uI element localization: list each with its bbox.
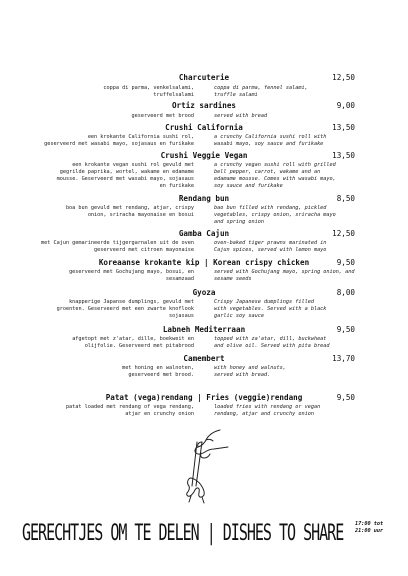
item-description-nl: coppa di parma, venkelsalami, truffelsalami [103, 85, 194, 98]
item-description-nl: geserveerd met brood [131, 113, 194, 119]
item-title: Gamba Cajun [178, 229, 230, 238]
item-description-en: served with bread [214, 113, 268, 119]
serving-hours: 17:00 tot 21:00 uur [355, 521, 384, 534]
item-title: Charcuterie [178, 73, 230, 82]
item-price: 9,50 [336, 258, 355, 267]
item-title: Labneh Mediterraan [162, 325, 246, 334]
item-price: 9,50 [336, 325, 355, 334]
item-description-en: bao bun filled with rendang, pickled vegetables, crispy onion, sriracha mayo and spring onion [214, 205, 336, 225]
item-description-en: oven-baked tiger prawns marinated in Cajun spices, served with lemon mayo [214, 240, 327, 253]
item-description-nl: een krokante vegan sushi rol gevuld met gegrilde paprika, wortel, wakame en edamame mousse. Geserveerd met wasabi mayo, sojasaus en furikake [56, 162, 194, 189]
item-price: 9,00 [336, 101, 355, 110]
item-price: 12,50 [332, 73, 355, 82]
item-description-en: a crunchy California sushi roll with wasabi mayo, soy sauce and furikake [214, 134, 327, 147]
item-description-nl: een krokante California sushi rol, geserveerd met wasabi mayo, sojasaus en furikake [44, 134, 194, 147]
item-title: Camembert [183, 354, 225, 363]
item-price: 9,50 [336, 393, 355, 402]
item-description-nl: knapperige Japanse dumplings, gevuld met groenten. Geserveerd met een zwarte knoflook sojasaus [56, 299, 194, 319]
item-description-nl: met Cajun gemarineerde tijgergarnalen uit de oven geserveerd met citroen mayonaise [40, 240, 194, 253]
item-description-nl: patat loaded met rendang of vega rendang, atjar en crunchy onion [65, 404, 194, 417]
item-price: 13,50 [332, 123, 355, 132]
menu-section-title: GERECHTJES OM TE DELEN | DISHES TO SHARE [22, 519, 344, 546]
item-title: Koreaanse krokante kip | Korean crispy chicken [98, 258, 310, 267]
item-price: 8,50 [336, 194, 355, 203]
item-description-nl: afgetopt met z'atar, dille, boekweit en olijfolie. Geserveerd met pitabrood [72, 336, 194, 349]
item-price: 8,00 [336, 288, 355, 297]
item-price: 12,50 [332, 229, 355, 238]
item-description-en: loaded fries with rendang or vegan rendang, atjar and crunchy onion [214, 404, 321, 417]
item-description-en: Crispy Japanese dumplings filled with vegetables. Served with a black garlic soy sauce [214, 299, 327, 319]
item-title: Crushi California [165, 123, 243, 132]
item-price: 13,70 [332, 354, 355, 363]
item-title: Patat (vega)rendang | Fries (veggie)rendang [105, 393, 303, 402]
item-price: 13,50 [332, 151, 355, 160]
chopsticks-hand-icon [168, 420, 238, 505]
item-description-nl: boa bun gevuld met rendang, atjar, crispy onion, sriracha mayonaise en bosui [65, 205, 194, 218]
item-description-en: topped with za'atar, dill, buckwheat and olive oil. Served with pita bread [214, 336, 330, 349]
item-title: Ortiz sardines [171, 101, 236, 110]
item-description-en: a crunchy vegan sushi roll with grilled bell pepper, carrot, wakame and an edamame mousse. Comes with wasabi mayo, soy sauce and furikake [214, 162, 336, 189]
item-title: Rendang bun [178, 194, 230, 203]
item-description-nl: geserveerd met Gochujang mayo, bosui, en sesamzaad [69, 269, 194, 282]
item-description-nl: met honing en walnoten, geserveerd met brood. [122, 365, 194, 378]
item-description-en: served with Gochujang mayo, spring onion, and sesame seeds [214, 269, 355, 282]
item-description-en: coppa di parma, fennel salami, truffle salami [214, 85, 308, 98]
item-title: Crushi Veggie Vegan [160, 151, 248, 160]
item-description-en: with honey and walnuts, served with bread. [214, 365, 286, 378]
item-title: Gyoza [192, 288, 216, 297]
